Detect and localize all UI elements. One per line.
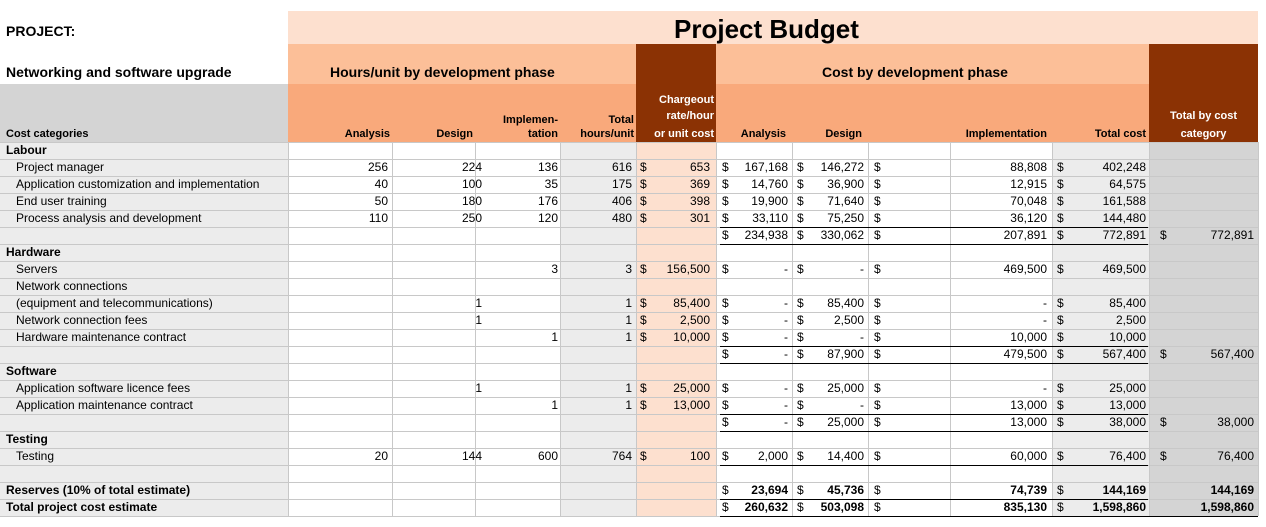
cost-total[interactable]: 161,588 <box>1102 194 1146 208</box>
rate-value[interactable]: 369 <box>689 177 710 191</box>
currency-symbol: $ <box>874 177 881 191</box>
currency-symbol: $ <box>1057 177 1064 191</box>
cost-total[interactable]: 567,400 <box>1102 347 1146 361</box>
currency-symbol: $ <box>874 483 881 497</box>
currency-symbol: $ <box>722 228 729 242</box>
rate-value[interactable]: 10,000 <box>673 330 710 344</box>
cost-design[interactable]: 25,000 <box>827 381 864 395</box>
column-header-total-by-category[interactable]: Total by cost <box>1169 110 1238 122</box>
column-header-analysis[interactable]: Analysis <box>344 128 390 140</box>
currency-symbol: $ <box>722 330 729 344</box>
cost-implementation[interactable]: 70,048 <box>1010 194 1047 208</box>
currency-symbol: $ <box>722 347 729 361</box>
cost-design[interactable]: 14,400 <box>827 449 864 463</box>
subtotal-underline <box>720 516 1258 517</box>
project-label[interactable]: PROJECT: <box>6 23 76 39</box>
hours-design[interactable]: 1 <box>475 313 482 327</box>
currency-symbol: $ <box>1057 415 1064 429</box>
currency-symbol: $ <box>640 449 647 463</box>
column-header-rate[interactable]: or unit cost <box>654 128 714 140</box>
column-header-cost-design[interactable]: Design <box>825 128 862 140</box>
cost-analysis[interactable]: - <box>784 313 788 327</box>
hours-group-title[interactable]: Hours/unit by development phase <box>330 64 555 80</box>
row-label[interactable]: End user training <box>16 194 107 208</box>
section-heading-testing[interactable]: Testing <box>6 432 48 446</box>
currency-symbol: $ <box>797 177 804 191</box>
currency-symbol: $ <box>722 211 729 225</box>
hours-implementation[interactable]: 120 <box>537 211 558 225</box>
currency-symbol: $ <box>1057 313 1064 327</box>
cost-implementation[interactable]: 36,120 <box>1010 211 1047 225</box>
column-header-total-hours[interactable]: Total <box>608 114 634 126</box>
row-label[interactable]: Application maintenance contract <box>16 398 193 412</box>
currency-symbol: $ <box>640 160 647 174</box>
currency-symbol: $ <box>1057 160 1064 174</box>
cost-implementation[interactable]: 88,808 <box>1010 160 1047 174</box>
total-by-category[interactable]: 38,000 <box>1217 415 1254 429</box>
cost-implementation[interactable]: 12,915 <box>1010 177 1047 191</box>
row-label[interactable]: Testing <box>16 449 55 463</box>
currency-symbol: $ <box>874 398 881 412</box>
hours-total[interactable]: 480 <box>611 211 632 225</box>
hours-analysis[interactable]: 20 <box>374 449 388 463</box>
cost-analysis[interactable]: - <box>784 415 788 429</box>
column-header-implementation[interactable]: tation <box>528 128 558 140</box>
row-label[interactable]: Application customization and implementation <box>16 177 260 191</box>
currency-symbol: $ <box>640 313 647 327</box>
row-label[interactable]: Network connection fees <box>16 313 148 327</box>
cost-total[interactable]: 76,400 <box>1109 449 1146 463</box>
rate-value[interactable]: 301 <box>689 211 710 225</box>
cost-design[interactable]: 71,640 <box>827 194 864 208</box>
currency-symbol: $ <box>797 194 804 208</box>
row-label[interactable]: Total project cost estimate <box>6 500 158 514</box>
currency-symbol: $ <box>874 415 881 429</box>
row-label[interactable]: Reserves (10% of total estimate) <box>6 483 191 497</box>
hours-analysis[interactable]: 50 <box>374 194 388 208</box>
column-header-category[interactable]: Cost categories <box>6 128 89 140</box>
cost-implementation[interactable]: 469,500 <box>1003 262 1047 276</box>
hours-design[interactable]: 180 <box>461 194 482 208</box>
rate-value[interactable]: 25,000 <box>673 381 710 395</box>
cost-total[interactable]: 469,500 <box>1102 262 1146 276</box>
currency-symbol: $ <box>1057 483 1064 497</box>
hours-total[interactable]: 406 <box>611 194 632 208</box>
cost-total[interactable]: 13,000 <box>1109 398 1146 412</box>
cost-total[interactable]: 38,000 <box>1109 415 1146 429</box>
currency-symbol: $ <box>1160 228 1167 242</box>
cost-total[interactable]: 25,000 <box>1109 381 1146 395</box>
currency-symbol: $ <box>874 160 881 174</box>
cost-analysis[interactable]: 167,168 <box>744 160 788 174</box>
cost-analysis[interactable]: 2,000 <box>757 449 788 463</box>
currency-symbol: $ <box>874 500 881 514</box>
hours-implementation[interactable]: 1 <box>551 330 558 344</box>
total-by-category[interactable]: 144,169 <box>1210 483 1254 497</box>
currency-symbol: $ <box>797 415 804 429</box>
cost-total[interactable]: 10,000 <box>1109 330 1146 344</box>
currency-symbol: $ <box>797 449 804 463</box>
cost-implementation[interactable]: - <box>1043 296 1047 310</box>
currency-symbol: $ <box>874 262 881 276</box>
hours-total[interactable]: 1 <box>625 381 632 395</box>
rate-value[interactable]: 85,400 <box>673 296 710 310</box>
hours-total[interactable]: 764 <box>611 449 632 463</box>
cost-design[interactable]: 330,062 <box>820 228 864 242</box>
currency-symbol: $ <box>640 194 647 208</box>
currency-symbol: $ <box>1160 415 1167 429</box>
cost-total[interactable]: 144,480 <box>1102 211 1146 225</box>
cost-implementation[interactable]: 74,739 <box>1010 483 1047 497</box>
currency-symbol: $ <box>640 381 647 395</box>
currency-symbol: $ <box>722 262 729 276</box>
currency-symbol: $ <box>874 228 881 242</box>
cost-total[interactable]: 85,400 <box>1109 296 1146 310</box>
cost-implementation[interactable]: 835,130 <box>1003 500 1047 514</box>
section-heading-hardware[interactable]: Hardware <box>6 245 61 259</box>
currency-symbol: $ <box>1057 211 1064 225</box>
currency-symbol: $ <box>1057 500 1064 514</box>
rate-value[interactable]: 2,500 <box>679 313 710 327</box>
currency-symbol: $ <box>1057 330 1064 344</box>
currency-symbol: $ <box>874 313 881 327</box>
currency-symbol: $ <box>1057 296 1064 310</box>
currency-symbol: $ <box>640 296 647 310</box>
currency-symbol: $ <box>722 313 729 327</box>
hours-total[interactable]: 1 <box>625 296 632 310</box>
hours-design[interactable]: 224 <box>461 160 482 174</box>
cost-design[interactable]: 87,900 <box>827 347 864 361</box>
page-title[interactable]: Project Budget <box>674 14 859 44</box>
hours-analysis[interactable]: 256 <box>367 160 388 174</box>
currency-symbol: $ <box>1057 381 1064 395</box>
hours-implementation[interactable]: 1 <box>551 398 558 412</box>
section-heading-software[interactable]: Software <box>6 364 57 378</box>
currency-symbol: $ <box>1057 398 1064 412</box>
cost-implementation[interactable]: 10,000 <box>1010 330 1047 344</box>
cost-analysis[interactable]: 234,938 <box>744 228 788 242</box>
subtotal-underline <box>720 244 1148 245</box>
cost-design[interactable]: 503,098 <box>820 500 864 514</box>
total-by-category[interactable]: 567,400 <box>1210 347 1254 361</box>
hours-design[interactable]: 144 <box>461 449 482 463</box>
currency-symbol: $ <box>874 296 881 310</box>
cost-analysis[interactable]: - <box>784 330 788 344</box>
hours-implementation[interactable]: 136 <box>537 160 558 174</box>
cost-analysis[interactable]: 260,632 <box>744 500 788 514</box>
currency-symbol: $ <box>1057 228 1064 242</box>
cost-analysis[interactable]: 23,694 <box>751 483 788 497</box>
cost-analysis[interactable]: - <box>784 381 788 395</box>
project-name[interactable]: Networking and software upgrade <box>6 64 232 80</box>
subtotal-underline <box>720 227 1148 228</box>
currency-symbol: $ <box>722 194 729 208</box>
currency-symbol: $ <box>874 347 881 361</box>
hours-total[interactable]: 1 <box>625 398 632 412</box>
rate-value[interactable]: 13,000 <box>673 398 710 412</box>
currency-symbol: $ <box>797 228 804 242</box>
currency-symbol: $ <box>640 398 647 412</box>
subtotal-underline <box>720 499 1148 500</box>
currency-symbol: $ <box>797 483 804 497</box>
cost-implementation[interactable]: 479,500 <box>1003 347 1047 361</box>
total-by-category[interactable]: 1,598,860 <box>1200 500 1254 514</box>
hours-design[interactable]: 250 <box>461 211 482 225</box>
column-header-cost-analysis[interactable]: Analysis <box>740 128 786 140</box>
row-label[interactable]: (equipment and telecommunications) <box>16 296 213 310</box>
section-heading-labour[interactable]: Labour <box>6 143 47 157</box>
currency-symbol: $ <box>1057 347 1064 361</box>
column-header-total-cost[interactable]: Total cost <box>1094 128 1146 140</box>
cost-implementation[interactable]: 13,000 <box>1010 398 1047 412</box>
currency-symbol: $ <box>722 449 729 463</box>
currency-symbol: $ <box>797 160 804 174</box>
hours-total[interactable]: 1 <box>625 330 632 344</box>
column-header-total-by-category[interactable]: category <box>1180 128 1227 140</box>
currency-symbol: $ <box>722 483 729 497</box>
total-by-category[interactable]: 76,400 <box>1217 449 1254 463</box>
currency-symbol: $ <box>797 313 804 327</box>
cost-analysis[interactable]: 14,760 <box>751 177 788 191</box>
cost-analysis[interactable]: - <box>784 347 788 361</box>
cost-total[interactable]: 64,575 <box>1109 177 1146 191</box>
hours-design[interactable]: 1 <box>475 381 482 395</box>
cost-design[interactable]: 25,000 <box>827 415 864 429</box>
currency-symbol: $ <box>640 177 647 191</box>
hours-analysis[interactable]: 110 <box>368 211 388 225</box>
cost-implementation[interactable]: 207,891 <box>1003 228 1047 242</box>
total-by-category[interactable]: 772,891 <box>1210 228 1254 242</box>
cost-implementation[interactable]: - <box>1043 313 1047 327</box>
rate-value[interactable]: 398 <box>689 194 710 208</box>
currency-symbol: $ <box>722 500 729 514</box>
cost-total[interactable]: 2,500 <box>1115 313 1146 327</box>
hours-analysis[interactable]: 40 <box>374 177 388 191</box>
rate-value[interactable]: 653 <box>689 160 710 174</box>
row-label[interactable]: Hardware maintenance contract <box>16 330 187 344</box>
cost-implementation[interactable]: - <box>1043 381 1047 395</box>
currency-symbol: $ <box>1057 262 1064 276</box>
subtotal-underline <box>720 414 1148 415</box>
hours-design[interactable]: 100 <box>461 177 482 191</box>
column-header-design[interactable]: Design <box>436 128 473 140</box>
gridline <box>1258 142 1259 516</box>
currency-symbol: $ <box>640 211 647 225</box>
cost-implementation[interactable]: 60,000 <box>1010 449 1047 463</box>
cost-design[interactable]: 2,500 <box>833 313 864 327</box>
currency-symbol: $ <box>797 381 804 395</box>
currency-symbol: $ <box>874 330 881 344</box>
column-header-rate[interactable]: rate/hour <box>666 110 714 122</box>
row-label[interactable]: Application software licence fees <box>16 381 191 395</box>
column-header-rate[interactable]: Chargeout <box>659 94 714 106</box>
currency-symbol: $ <box>1057 449 1064 463</box>
hours-implementation[interactable]: 176 <box>537 194 558 208</box>
subtotal-underline <box>720 431 1148 432</box>
currency-symbol: $ <box>1057 194 1064 208</box>
hours-total[interactable]: 3 <box>625 262 632 276</box>
column-header-implementation[interactable]: Implemen- <box>502 114 558 126</box>
hours-design[interactable]: 1 <box>475 296 482 310</box>
cost-analysis[interactable]: 33,110 <box>752 211 788 225</box>
currency-symbol: $ <box>874 449 881 463</box>
currency-symbol: $ <box>797 500 804 514</box>
currency-symbol: $ <box>722 381 729 395</box>
cost-analysis[interactable]: - <box>784 262 788 276</box>
column-header-cost-implementation[interactable]: Implementation <box>965 128 1047 140</box>
currency-symbol: $ <box>797 296 804 310</box>
column-header-total-hours[interactable]: hours/unit <box>580 128 634 140</box>
cost-analysis[interactable]: - <box>784 398 788 412</box>
subtotal-underline <box>720 363 1148 364</box>
rate-value[interactable]: 156,500 <box>666 262 710 276</box>
cost-design[interactable]: 36,900 <box>827 177 864 191</box>
currency-symbol: $ <box>1160 347 1167 361</box>
currency-symbol: $ <box>640 262 647 276</box>
cost-design[interactable]: - <box>860 262 864 276</box>
cost-design[interactable]: 85,400 <box>827 296 864 310</box>
cost-design[interactable]: - <box>860 398 864 412</box>
cost-analysis[interactable]: 19,900 <box>751 194 788 208</box>
currency-symbol: $ <box>722 160 729 174</box>
cost-design[interactable]: 146,272 <box>820 160 864 174</box>
currency-symbol: $ <box>722 296 729 310</box>
row-label[interactable]: Network connections <box>16 279 128 293</box>
row-label[interactable]: Project manager <box>16 160 105 174</box>
currency-symbol: $ <box>797 330 804 344</box>
subtotal-underline <box>720 346 1148 347</box>
currency-symbol: $ <box>874 381 881 395</box>
cost-total[interactable]: 772,891 <box>1102 228 1146 242</box>
subtotal-underline <box>720 465 1148 466</box>
cost-design[interactable]: 45,736 <box>827 483 864 497</box>
cost-design[interactable]: 75,250 <box>827 211 864 225</box>
currency-symbol: $ <box>874 211 881 225</box>
hours-total[interactable]: 616 <box>611 160 632 174</box>
currency-symbol: $ <box>797 211 804 225</box>
cost-analysis[interactable]: - <box>784 296 788 310</box>
currency-symbol: $ <box>797 347 804 361</box>
currency-symbol: $ <box>797 398 804 412</box>
currency-symbol: $ <box>640 330 647 344</box>
currency-symbol: $ <box>1160 449 1167 463</box>
currency-symbol: $ <box>722 415 729 429</box>
cost-implementation[interactable]: 13,000 <box>1010 415 1047 429</box>
cost-design[interactable]: - <box>860 330 864 344</box>
gridline <box>0 278 1258 279</box>
hours-total[interactable]: 175 <box>611 177 632 191</box>
currency-symbol: $ <box>722 398 729 412</box>
cost-total[interactable]: 144,169 <box>1102 483 1146 497</box>
hours-implementation[interactable]: 35 <box>544 177 558 191</box>
hours-implementation[interactable]: 600 <box>537 449 558 463</box>
cost-total[interactable]: 1,598,860 <box>1092 500 1146 514</box>
hours-total[interactable]: 1 <box>625 313 632 327</box>
currency-symbol: $ <box>797 262 804 276</box>
gridline <box>0 142 1258 143</box>
hours-implementation[interactable]: 3 <box>551 262 558 276</box>
row-label[interactable]: Servers <box>16 262 58 276</box>
rate-value[interactable]: 100 <box>689 449 710 463</box>
currency-symbol: $ <box>722 177 729 191</box>
row-label[interactable]: Process analysis and development <box>16 211 202 225</box>
cost-total[interactable]: 402,248 <box>1102 160 1146 174</box>
cost-group-title[interactable]: Cost by development phase <box>822 64 1008 80</box>
currency-symbol: $ <box>874 194 881 208</box>
